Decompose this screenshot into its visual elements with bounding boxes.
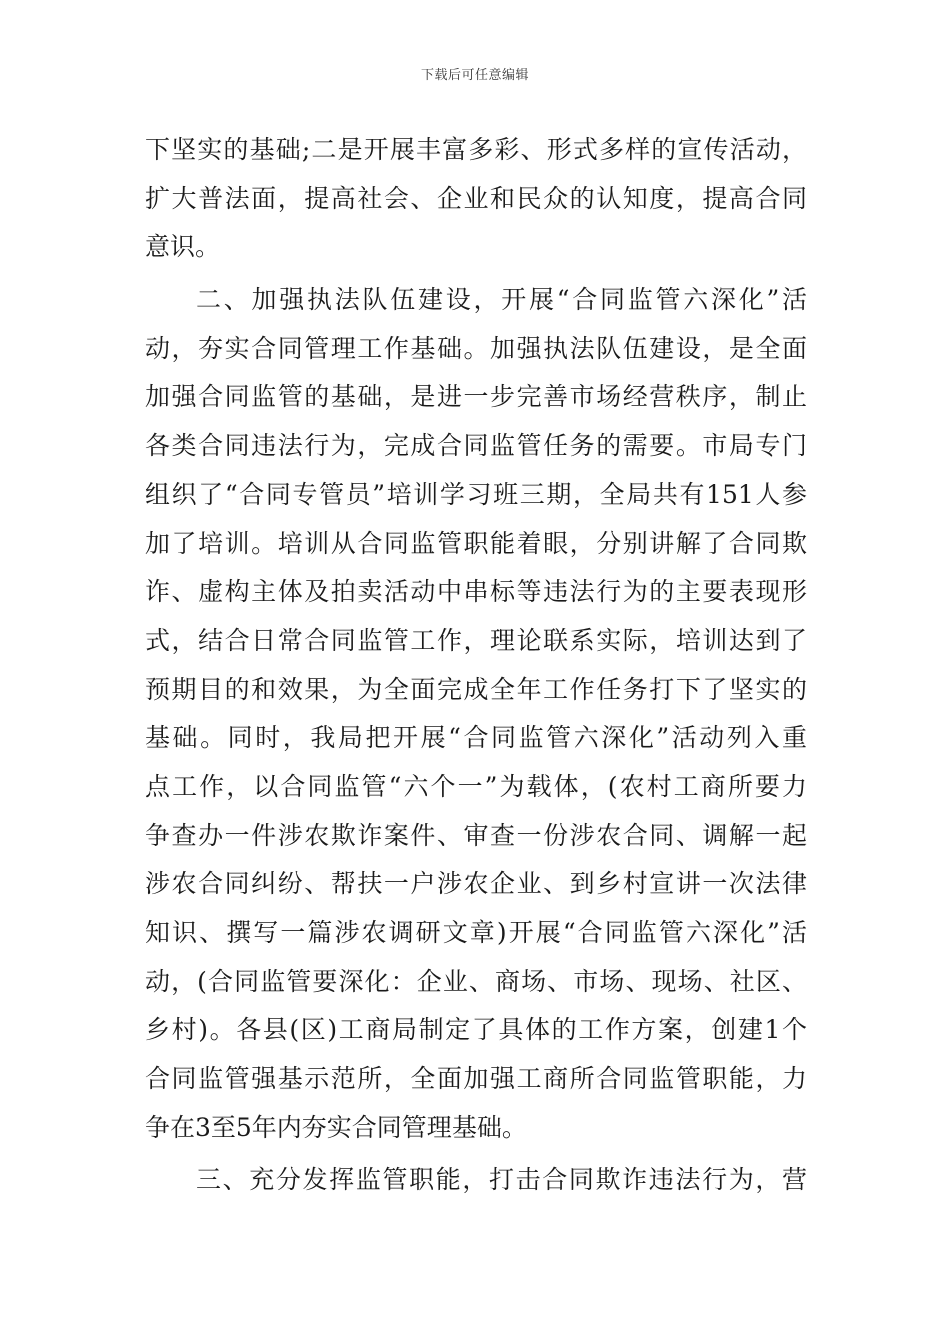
text-line: 动，(合同监管要深化：企业、商场、市场、现场、社区、 [145,966,807,996]
text-line: 争在3至5年内夯实合同管理基础。 [145,1112,527,1142]
text-line: 下坚实的基础;二是开展丰富多彩、形式多样的宣传活动， [145,135,807,164]
text-line: 各类合同违法行为，完成合同监管任务的需要。市局专门 [145,431,807,461]
text-line: 涉农合同纠纷、帮扶一户涉农企业、到乡村宣讲一次法律 [145,869,807,899]
text-line: 合同监管强基示范所，全面加强工商所合同监管职能，力 [145,1064,807,1094]
text-line: 知识、撰写一篇涉农调研文章)开展“合同监管六深化”活 [145,918,807,947]
text-line: 加了培训。培训从合同监管职能着眼，分别讲解了合同欺 [145,528,807,558]
text-line: 乡村)。各县(区)工商局制定了具体的工作方案，创建1个 [145,1015,807,1045]
document-body [145,126,807,1205]
paragraph [145,126,807,272]
text-line: 扩大普法面，提高社会、企业和民众的认知度，提高合同 [145,183,807,213]
text-line: 二、加强执法队伍建设，开展“合同监管六深化”活 [196,285,807,315]
text-line: 组织了“合同专管员”培训学习班三期，全局共有151人参 [145,479,807,509]
paragraph [145,276,807,1152]
text-line: 意识。 [145,232,221,262]
text-line: 预期目的和效果，为全面完成全年工作任务打下了坚实的 [145,674,807,704]
text-line: 点工作，以合同监管“六个一”为载体，(农村工商所要力 [145,771,807,801]
text-line: 动，夯实合同管理工作基础。加强执法队伍建设，是全面 [145,333,807,363]
text-line: 加强合同监管的基础，是进一步完善市场经营秩序，制止 [145,382,807,412]
text-line: 式，结合日常合同监管工作，理论联系实际，培训达到了 [145,625,807,655]
paragraph [145,1156,807,1205]
text-line: 基础。同时，我局把开展“合同监管六深化”活动列入重 [145,723,807,753]
text-line: 诈、虚构主体及拍卖活动中串标等违法行为的主要表现形 [145,577,807,607]
text-line: 争查办一件涉农欺诈案件、审查一份涉农合同、调解一起 [145,820,807,850]
page-header: 下载后可任意编辑 [420,68,529,83]
text-line: 三、充分发挥监管职能，打击合同欺诈违法行为，营 [196,1165,807,1195]
